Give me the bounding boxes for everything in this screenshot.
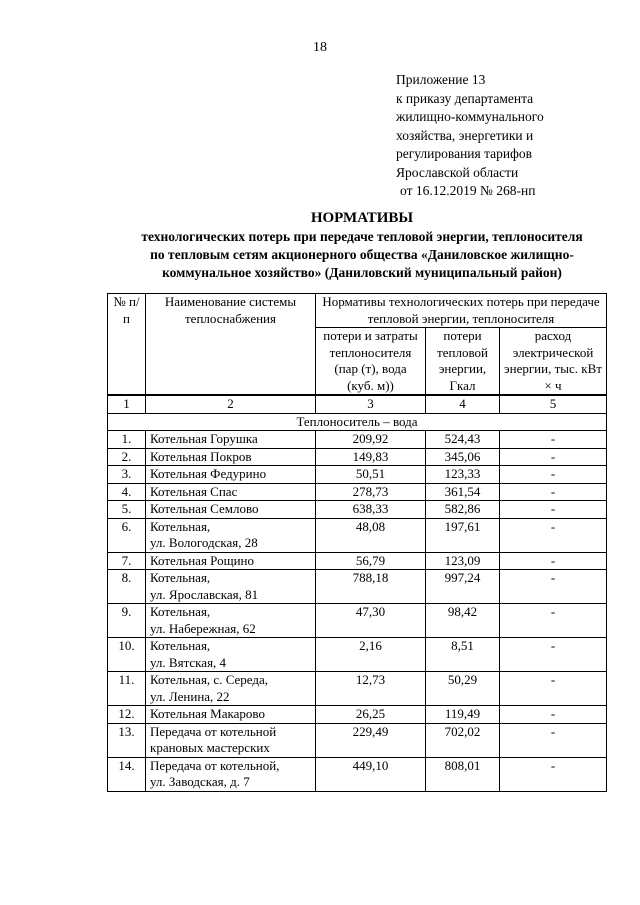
heat-losses-value: 50,29 bbox=[426, 672, 500, 706]
heat-losses-value: 345,06 bbox=[426, 448, 500, 466]
electricity-value: - bbox=[500, 431, 607, 449]
heat-losses-value: 123,33 bbox=[426, 466, 500, 484]
row-number: 13. bbox=[108, 723, 146, 757]
header-col3: потери и затраты теплоносителя (пар (т), вода (куб. м)) bbox=[316, 328, 426, 396]
boiler-name bbox=[146, 706, 316, 724]
row-number: 5. bbox=[108, 501, 146, 519]
electricity-value: - bbox=[500, 552, 607, 570]
row-number: 12. bbox=[108, 706, 146, 724]
table-row bbox=[108, 448, 607, 466]
column-number: 5 bbox=[500, 395, 607, 413]
row-number: 8. bbox=[108, 570, 146, 604]
appendix-line: хозяйства, энергетики и bbox=[396, 127, 534, 143]
boiler-name-line: Котельная, bbox=[150, 604, 211, 619]
boiler-address-line: ул. Ленина, 22 bbox=[150, 688, 230, 704]
coolant-losses-value: 278,73 bbox=[316, 483, 426, 501]
boiler-name bbox=[146, 466, 316, 484]
boiler-address-line: ул. Заводская, д. 7 bbox=[150, 774, 250, 789]
table-row bbox=[108, 518, 607, 552]
appendix-block bbox=[396, 71, 544, 201]
page-number: 18 bbox=[313, 40, 327, 55]
boiler-name bbox=[146, 431, 316, 449]
boiler-name-line: Передача от котельной bbox=[150, 723, 277, 739]
column-numbers-row bbox=[108, 395, 607, 413]
row-number: 1. bbox=[108, 431, 146, 449]
coolant-losses-value: 56,79 bbox=[316, 552, 426, 570]
coolant-losses-value: 47,30 bbox=[316, 604, 426, 638]
heat-losses-value: 123,09 bbox=[426, 552, 500, 570]
coolant-losses-value: 449,10 bbox=[316, 757, 426, 791]
boiler-address-line: ул. Вологодская, 28 bbox=[150, 535, 258, 550]
boiler-name bbox=[146, 483, 316, 501]
heat-losses-value: 98,42 bbox=[426, 604, 500, 638]
table-row bbox=[108, 501, 607, 519]
appendix-line: Ярославской области bbox=[396, 164, 519, 180]
table-row bbox=[108, 483, 607, 501]
electricity-value: - bbox=[500, 518, 607, 552]
appendix-line: к приказу департамента bbox=[396, 90, 534, 106]
row-number: 7. bbox=[108, 552, 146, 570]
heat-losses-value: 8,51 bbox=[426, 638, 500, 672]
table-row bbox=[108, 570, 607, 604]
header-col4: потери тепловой энергии, Гкал bbox=[426, 328, 500, 396]
boiler-name bbox=[146, 448, 316, 466]
coolant-losses-value: 229,49 bbox=[316, 723, 426, 757]
electricity-value: - bbox=[500, 570, 607, 604]
title-line: коммунальное хозяйство» (Даниловский муниципальный район) bbox=[162, 265, 562, 280]
coolant-losses-value: 2,16 bbox=[316, 638, 426, 672]
boiler-name-line: Котельная Покров bbox=[150, 448, 252, 464]
boiler-name-line: Передача от котельной, bbox=[150, 757, 280, 773]
row-number: 10. bbox=[108, 638, 146, 672]
title-line: технологических потерь при передаче тепловой энергии, теплоносителя bbox=[141, 229, 583, 244]
heat-losses-value: 197,61 bbox=[426, 518, 500, 552]
boiler-name-line: Котельная, с. Середа, bbox=[150, 672, 269, 687]
row-number: 11. bbox=[108, 672, 146, 706]
coolant-losses-value: 26,25 bbox=[316, 706, 426, 724]
coolant-losses-value: 638,33 bbox=[316, 501, 426, 519]
electricity-value: - bbox=[500, 672, 607, 706]
electricity-value: - bbox=[500, 723, 607, 757]
electricity-value: - bbox=[500, 757, 607, 791]
table-row bbox=[108, 552, 607, 570]
appendix-line: Приложение 13 bbox=[396, 72, 486, 87]
table-row bbox=[108, 672, 607, 706]
header-row bbox=[108, 294, 607, 328]
heat-losses-value: 702,02 bbox=[426, 723, 500, 757]
row-number: 3. bbox=[108, 466, 146, 484]
electricity-value: - bbox=[500, 638, 607, 672]
heat-losses-value: 524,43 bbox=[426, 431, 500, 449]
section-row bbox=[108, 413, 607, 431]
boiler-address-line: ул. Вятская, 4 bbox=[150, 654, 227, 670]
norms-table bbox=[107, 293, 607, 792]
electricity-value: - bbox=[500, 448, 607, 466]
header-name: Наименование системы теплоснабжения bbox=[146, 294, 316, 396]
column-number: 4 bbox=[426, 395, 500, 413]
coolant-losses-value: 12,73 bbox=[316, 672, 426, 706]
electricity-value: - bbox=[500, 706, 607, 724]
row-number: 9. bbox=[108, 604, 146, 638]
electricity-value: - bbox=[500, 483, 607, 501]
boiler-name bbox=[146, 723, 316, 757]
boiler-name-line: Котельная Спас bbox=[150, 483, 238, 499]
header-group: Нормативы технологических потерь при передаче тепловой энергии, теплоносителя bbox=[316, 294, 607, 328]
electricity-value: - bbox=[500, 604, 607, 638]
boiler-name bbox=[146, 604, 316, 638]
boiler-name-line: Котельная, bbox=[150, 570, 211, 585]
appendix-line: жилищно-коммунального bbox=[396, 109, 544, 124]
electricity-value: - bbox=[500, 501, 607, 519]
table-row bbox=[108, 706, 607, 724]
table-row bbox=[108, 604, 607, 638]
boiler-name-line: Котельная Рощино bbox=[150, 552, 255, 568]
boiler-name bbox=[146, 501, 316, 519]
row-number: 6. bbox=[108, 518, 146, 552]
document-title bbox=[84, 209, 640, 282]
boiler-name bbox=[146, 638, 316, 672]
table-row bbox=[108, 723, 607, 757]
appendix-line: от 16.12.2019 № 268-нп bbox=[400, 183, 536, 198]
coolant-losses-value: 149,83 bbox=[316, 448, 426, 466]
boiler-name bbox=[146, 570, 316, 604]
heat-losses-value: 361,54 bbox=[426, 483, 500, 501]
boiler-name bbox=[146, 518, 316, 552]
boiler-name-line: Котельная Макарово bbox=[150, 706, 265, 721]
electricity-value: - bbox=[500, 466, 607, 484]
heat-losses-value: 119,49 bbox=[426, 706, 500, 724]
boiler-address-line: ул. Набережная, 62 bbox=[150, 620, 256, 636]
section-label: Теплоноситель – вода bbox=[108, 413, 607, 431]
coolant-losses-value: 50,51 bbox=[316, 466, 426, 484]
coolant-losses-value: 788,18 bbox=[316, 570, 426, 604]
appendix-line: регулирования тарифов bbox=[396, 146, 533, 161]
table-row bbox=[108, 638, 607, 672]
boiler-name bbox=[146, 552, 316, 570]
heat-losses-value: 997,24 bbox=[426, 570, 500, 604]
row-number: 4. bbox=[108, 483, 146, 501]
boiler-name-line: Котельная Семлово bbox=[150, 501, 259, 516]
row-number: 2. bbox=[108, 448, 146, 466]
row-number: 14. bbox=[108, 757, 146, 791]
column-number: 3 bbox=[316, 395, 426, 413]
heat-losses-value: 582,86 bbox=[426, 501, 500, 519]
boiler-address-line: крановых мастерских bbox=[150, 740, 270, 755]
title-main: НОРМАТИВЫ bbox=[310, 210, 414, 226]
heat-losses-value: 808,01 bbox=[426, 757, 500, 791]
boiler-address-line: ул. Ярославская, 81 bbox=[150, 586, 259, 602]
table-row bbox=[108, 466, 607, 484]
header-col5: расход электрической энергии, тыс. кВт × ч bbox=[500, 328, 607, 396]
title-line: по тепловым сетям акционерного общества «Даниловское жилищно- bbox=[150, 247, 574, 262]
column-number: 2 bbox=[146, 395, 316, 413]
table-row bbox=[108, 431, 607, 449]
boiler-name-line: Котельная Федурино bbox=[150, 466, 267, 481]
boiler-name bbox=[146, 757, 316, 791]
boiler-name bbox=[146, 672, 316, 706]
header-num: № п/п bbox=[108, 294, 146, 396]
coolant-losses-value: 209,92 bbox=[316, 431, 426, 449]
table-row bbox=[108, 757, 607, 791]
boiler-name-line: Котельная Горушка bbox=[150, 431, 258, 446]
column-number: 1 bbox=[108, 395, 146, 413]
coolant-losses-value: 48,08 bbox=[316, 518, 426, 552]
boiler-name-line: Котельная, bbox=[150, 638, 211, 653]
boiler-name-line: Котельная, bbox=[150, 518, 211, 534]
